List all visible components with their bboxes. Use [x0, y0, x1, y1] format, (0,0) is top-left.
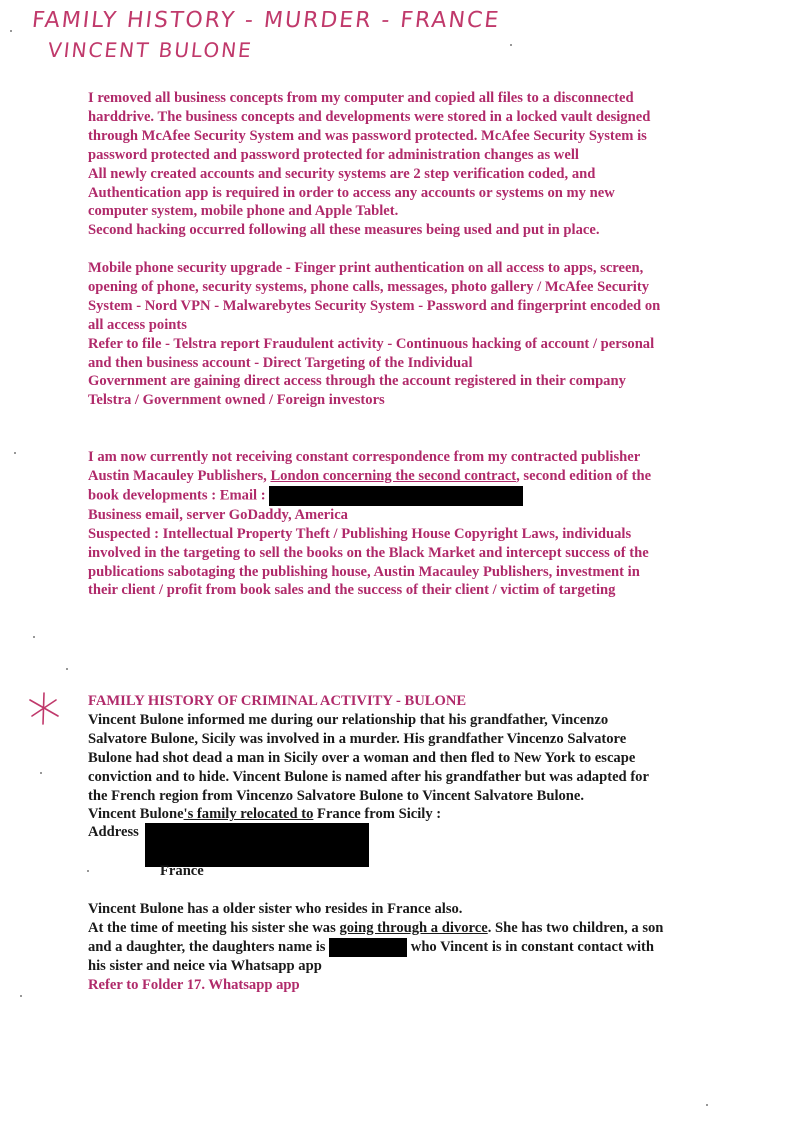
section-heading: FAMILY HISTORY OF CRIMINAL ACTIVITY - BULONE	[88, 693, 467, 709]
text-line: and then business account - Direct Targeting of the Individual	[88, 354, 473, 371]
scan-speck	[33, 636, 35, 638]
text-line: Telstra / Government owned / Foreign investors	[88, 392, 385, 409]
scan-speck	[10, 30, 12, 32]
text-line: password protected and password protected for administration changes as well	[88, 146, 579, 163]
handwritten-star-icon	[26, 690, 62, 726]
text-line: his sister and neice via Whatsapp app	[88, 957, 322, 974]
text-line: publications sabotaging the publishing house, Austin Macauley Publishers, investment in	[88, 563, 640, 580]
handwritten-title-line2: VINCENT BULONE	[46, 38, 255, 62]
text-line: I am now currently not receiving constant correspondence from my contracted publisher	[88, 449, 641, 465]
phone-security-paragraph	[88, 259, 738, 410]
scan-speck	[40, 772, 42, 774]
underlined-text: London concerning the second contract	[270, 467, 517, 484]
folder-reference: Refer to Folder 17. Whatsapp app	[88, 976, 300, 993]
text-line: Suspected : Intellectual Property Theft / Publishing House Copyright Laws, individuals	[88, 525, 632, 542]
country-line	[160, 862, 360, 881]
text-line: through McAfee Security System and was password protected. McAfee Security System is	[88, 127, 647, 144]
country-text: France	[160, 863, 204, 879]
text-line: computer system, mobile phone and Apple Tablet.	[88, 203, 399, 220]
text-line: harddrive. The business concepts and developments were stored in a locked vault designed	[88, 108, 651, 125]
publisher-paragraph	[88, 448, 738, 600]
underlined-text: 's family relocated to	[183, 806, 314, 823]
security-measures-paragraph	[88, 89, 738, 240]
redaction-box-name	[329, 938, 407, 957]
text-line: Bulone had shot dead a man in Sicily over a woman and then fled to New York to escape	[88, 749, 636, 766]
text-line: Vincent Bulone's family relocated to France from Sicily :	[88, 806, 442, 823]
text-line: All newly created accounts and security systems are 2 step verification coded, and	[88, 165, 596, 182]
text-line: Refer to file - Telstra report Fraudulent activity - Continuous hacking of account / personal	[88, 335, 655, 352]
scan-speck	[510, 44, 512, 46]
text-line: and a daughter, the daughters name is who Vincent is in constant contact with	[88, 938, 738, 957]
address-label: Address	[88, 824, 139, 840]
text-line: conviction and to hide. Vincent Bulone is named after his grandfather but was adapted for	[88, 768, 649, 785]
scan-speck	[14, 452, 16, 454]
text-line: System - Nord VPN - Malwarebytes Security System - Password and fingerprint encoded on	[88, 297, 661, 314]
scan-speck	[87, 870, 89, 872]
sister-paragraph	[88, 900, 738, 995]
text-line: Mobile phone security upgrade - Finger print authentication on all access to apps, screen,	[88, 260, 644, 276]
redaction-box-address	[145, 823, 369, 867]
underlined-text: going through a divorce	[339, 919, 488, 936]
family-history-section	[88, 692, 738, 824]
text-line: Austin Macauley Publishers, London concerning the second contract, second edition of the	[88, 467, 652, 484]
text-line: Vincent Bulone has a older sister who resides in France also.	[88, 901, 463, 917]
text-line: their client / profit from book sales and the success of their client / victim of targeting	[88, 582, 616, 599]
scan-speck	[66, 668, 68, 670]
text-line: involved in the targeting to sell the books on the Black Market and intercept success of the	[88, 544, 649, 561]
text-line: Business email, server GoDaddy, America	[88, 506, 348, 523]
text-line: Vincent Bulone informed me during our relationship that his grandfather, Vincenzo	[88, 711, 609, 728]
text-line: Second hacking occurred following all these measures being used and put in place.	[88, 222, 600, 239]
redaction-box-email	[269, 486, 523, 506]
text-line: the French region from Vincenzo Salvatore Bulone to Vincent Salvatore Bulone.	[88, 787, 585, 804]
handwritten-title-line1: FAMILY HISTORY - MURDER - FRANCE	[30, 8, 502, 33]
text-line: At the time of meeting his sister she was going through a divorce. She has two children, a son	[88, 919, 664, 936]
text-line: Government are gaining direct access through the account registered in their company	[88, 373, 626, 390]
text-line: I removed all business concepts from my computer and copied all files to a disconnected	[88, 90, 634, 106]
text-line: Authentication app is required in order to access any accounts or systems on my new	[88, 184, 615, 201]
text-line: book developments : Email :	[88, 486, 738, 506]
scan-speck	[706, 1104, 708, 1106]
text-line: Salvatore Bulone, Sicily was involved in a murder. His grandfather Vincenzo Salvatore	[88, 730, 627, 747]
text-line: all access points	[88, 316, 187, 333]
address-block	[88, 823, 738, 867]
text-line: opening of phone, security systems, phone calls, messages, photo gallery / McAfee Security	[88, 278, 650, 295]
scan-speck	[20, 995, 22, 997]
